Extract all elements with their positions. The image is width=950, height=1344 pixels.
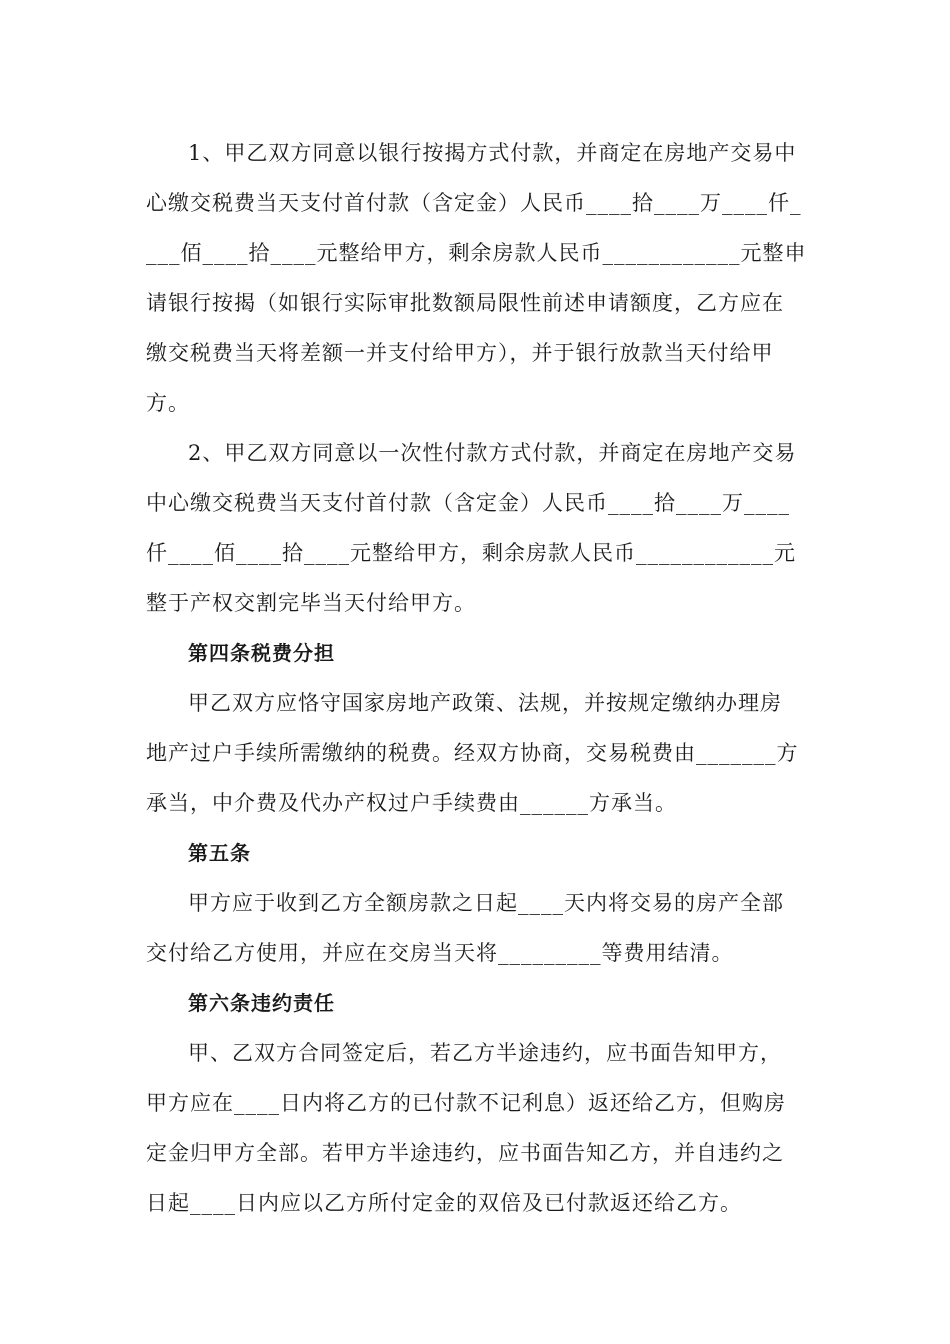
text-line: 心缴交税费当天支付首付款（含定金）人民币____拾____万____仟_ [146,191,802,215]
text-line: 整于产权交割完毕当天付给甲方。 [146,591,476,615]
paragraph-payment-lump-sum [146,428,806,628]
text-line: 定金归甲方全部。若甲方半途违约，应书面告知乙方，并自违约之 [146,1141,784,1165]
paragraph-breach-liability [146,1028,806,1228]
paragraph-tax-sharing [146,678,806,828]
section-heading-article-4: 第四条税费分担 [188,641,335,665]
text-line: 中心缴交税费当天支付首付款（含定金）人民币____拾____万____ [146,491,790,515]
text-line: 甲、乙双方合同签定后，若乙方半途违约，应书面告知甲方， [188,1041,782,1065]
text-line: 缴交税费当天将差额一并支付给甲方），并于银行放款当天付给甲 [146,341,774,365]
text-line: 请银行按揭（如银行实际审批数额局限性前述申请额度，乙方应在 [146,291,784,315]
paragraph-payment-mortgage [146,128,806,428]
text-line: 甲乙双方应恪守国家房地产政策、法规，并按规定缴纳办理房 [188,691,782,715]
paragraph-handover [146,878,806,978]
text-line: 交付给乙方使用，并应在交房当天将_________等费用结清。 [146,941,734,965]
text-line: 地产过户手续所需缴纳的税费。经双方协商，交易税费由_______方 [146,741,799,765]
text-line: 2、甲乙双方同意以一次性付款方式付款，并商定在房地产交易 [188,441,797,465]
document-page [146,128,806,1228]
text-line: ___佰____拾____元整给甲方，剩余房款人民币____________元整申 [146,241,807,265]
text-line: 甲方应在____日内将乙方的已付款不记利息）返还给乙方，但购房 [146,1091,786,1115]
text-line: 日起____日内应以乙方所付定金的双倍及已付款返还给乙方。 [146,1191,742,1215]
text-line: 甲方应于收到乙方全额房款之日起____天内将交易的房产全部 [188,891,784,915]
text-line: 1、甲乙双方同意以银行按揭方式付款，并商定在房地产交易中 [188,141,797,165]
text-line: 仟____佰____拾____元整给甲方，剩余房款人民币____________元 [146,541,796,565]
text-line: 承当，中介费及代办产权过户手续费由______方承当。 [146,791,677,815]
text-line: 方。 [146,391,190,415]
section-heading-article-6: 第六条违约责任 [188,991,335,1015]
section-heading-article-5: 第五条 [188,841,251,865]
